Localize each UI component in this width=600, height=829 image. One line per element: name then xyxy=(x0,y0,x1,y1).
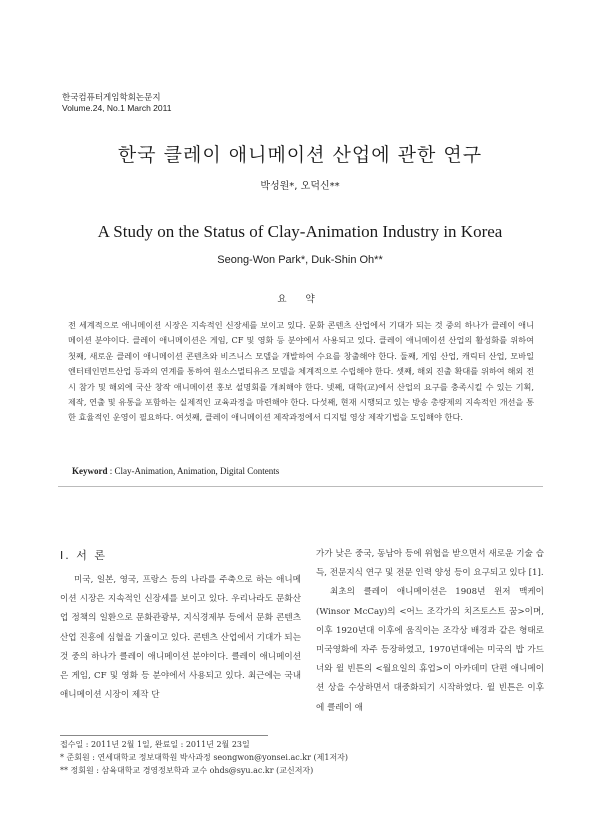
abstract-divider xyxy=(58,486,543,487)
journal-volume: Volume.24, No.1 March 2011 xyxy=(62,103,172,113)
received-dates: 접수일 : 2011년 2월 1일, 완료일 : 2011년 2월 23일 xyxy=(60,740,250,749)
abstract-heading: 요 약 xyxy=(277,294,323,305)
section-heading-intro: Ⅰ. 서 론 xyxy=(60,549,107,562)
intro-paragraph-2: 최초의 클레이 애니메이션은 1908년 윈저 맥케이(Winsor McCay)의 <어느 조각가의 치즈토스트 꿈>이며, 이후 1920년대 이후에 움직이는 조각상 배경과 같은 형태로 미국영화에 자주 등장하였고, 1970년대에는 미국의 밥 가드너와 윌 빈튼의 <월요일의 휴업>이 아카데미 단편 애니메이션 상을 수상하면서 대중화되기 시작하였다. 윌 빈튼은 이후에 클레이 애 xyxy=(316,587,544,713)
intro-paragraph-1: 미국, 일본, 영국, 프랑스 등의 나라를 주축으로 하는 애니메이션 시장은 지속적인 신장세를 보이고 있다. 우리나라도 문화산업 정책의 일환으로 문화관광부, 지식경제부 등에서 문화 콘텐츠 산업 진흥에 심혈을 기울이고 있다. 콘텐츠 산업에서 기대가 되는 것 중의 하나가 클레이 애니메이션 분야이다. 클레이 애니메이션은 게임, CF 및 영화 등 분야에서 사용되고 있다. 최근에는 국내 애니메이션 시장이 제작 단 xyxy=(60,575,301,701)
paper-title-korean: 한국 클레이 애니메이션 산업에 관한 연구 xyxy=(117,144,483,166)
abstract-text: 전 세계적으로 애니메이션 시장은 지속적인 신장세를 보이고 있다. 문화 콘텐츠 산업에서 기대가 되는 것 중의 하나가 클레이 애니메이션 분야이다. 클레이 애니메이션은 게임, CF 및 영화 등 분야에서 사용되고 있다. 클레이 애니메이션 산업의 활성화를 위하여 첫째, 새로운 클레이 애니메이션 콘텐츠와 비즈니스 모델을 개발하여 수요를 창출해야 한다. 둘째, 게임 산업, 캐릭터 산업, 모바일 엔터테인먼트산업 등과의 연계를 통하여 원소스멀티유즈 모델을 체계적으로 수립해야 한다. 셋째, 해외 진출 확대를 위하여 해외 전시 참가 및 해외에 국산 창작 애니메이션 홍보 설명회를 개최해야 한다. 넷째, 대학(교)에서 산업의 요구를 충족시킬 수 있는 기획, 제작, 연출 및 유통을 포함하는 실제적인 교육과정을 마련해야 한다. 다섯째, 현재 시행되고 있는 방송 총량제의 지속적인 개선을 통한 효율적인 운영이 필요하다. 여섯째, 클레이 애니메이션 제작과정에서 디지털 영상 제작기법을 도입해야 한다. xyxy=(68,320,534,423)
body-column-right xyxy=(316,545,544,718)
body-column-left xyxy=(60,571,301,705)
paper-title-english: A Study on the Status of Clay-Animation Industry in Korea xyxy=(97,222,503,241)
keywords xyxy=(72,466,279,476)
journal-name: 한국컴퓨터게임학회논문지 xyxy=(62,92,161,102)
footnote-first-author: * 준회원 : 연세대학교 정보대학원 박사과정 seongwon@yonsei.ac.kr (제1저자) xyxy=(60,753,349,762)
journal-header xyxy=(62,92,171,114)
authors-english: Seong-Won Park*, Duk-Shin Oh** xyxy=(217,254,383,266)
footnotes xyxy=(60,738,348,777)
intro-paragraph-1-continued: 가가 낮은 중국, 동남아 등에 위협을 받으면서 새로운 기술 습득, 전문지식 연구 및 전문 인력 양성 등이 요구되고 있다 [1]. xyxy=(316,549,544,579)
keyword-label: Keyword xyxy=(72,466,108,476)
footnote-divider xyxy=(60,735,268,736)
authors-korean: 박성원*, 오덕신** xyxy=(260,181,340,192)
footnote-corresponding-author: ** 정회원 : 삼육대학교 경영정보학과 교수 ohds@syu.ac.kr (교신저자) xyxy=(60,766,314,775)
keyword-list: : Clay-Animation, Animation, Digital Contents xyxy=(109,466,280,476)
